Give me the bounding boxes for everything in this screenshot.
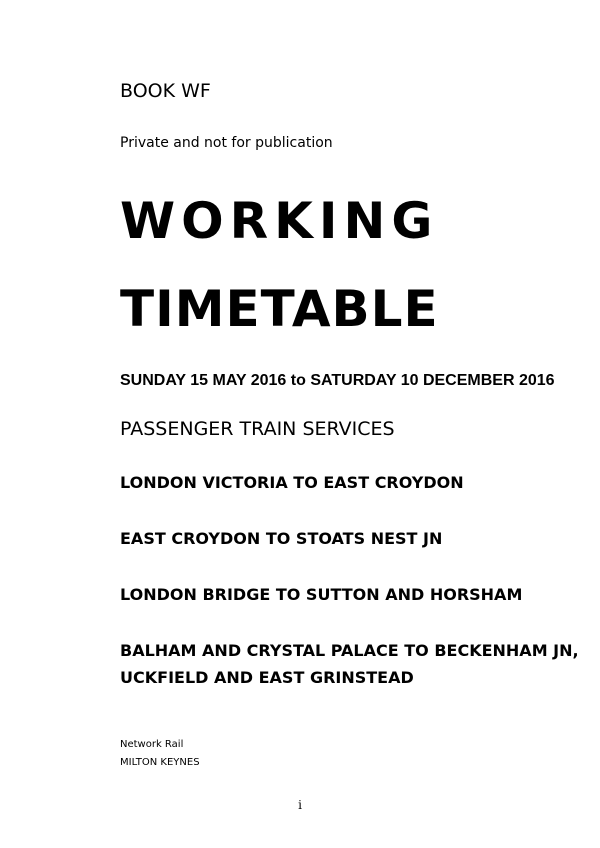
title-line-2: TIMETABLE <box>120 280 439 338</box>
confidentiality-notice: Private and not for publication <box>120 135 333 151</box>
validity-period: SUNDAY 15 MAY 2016 to SATURDAY 10 DECEMBER 2016 <box>120 372 555 389</box>
route-item: LONDON BRIDGE TO SUTTON AND HORSHAM <box>120 585 523 604</box>
route-item: EAST CROYDON TO STOATS NEST JN <box>120 529 443 548</box>
route-item: LONDON VICTORIA TO EAST CROYDON <box>120 473 464 492</box>
publisher-location: MILTON KEYNES <box>120 757 200 768</box>
route-item: BALHAM AND CRYSTAL PALACE TO BECKENHAM JN, <box>120 641 579 660</box>
title-line-1: WORKING <box>120 192 439 250</box>
service-type: PASSENGER TRAIN SERVICES <box>120 418 395 440</box>
route-item-continued: UCKFIELD AND EAST GRINSTEAD <box>120 668 414 687</box>
page-number: i <box>298 798 302 812</box>
publisher-name: Network Rail <box>120 739 184 750</box>
book-code: BOOK WF <box>120 80 211 102</box>
